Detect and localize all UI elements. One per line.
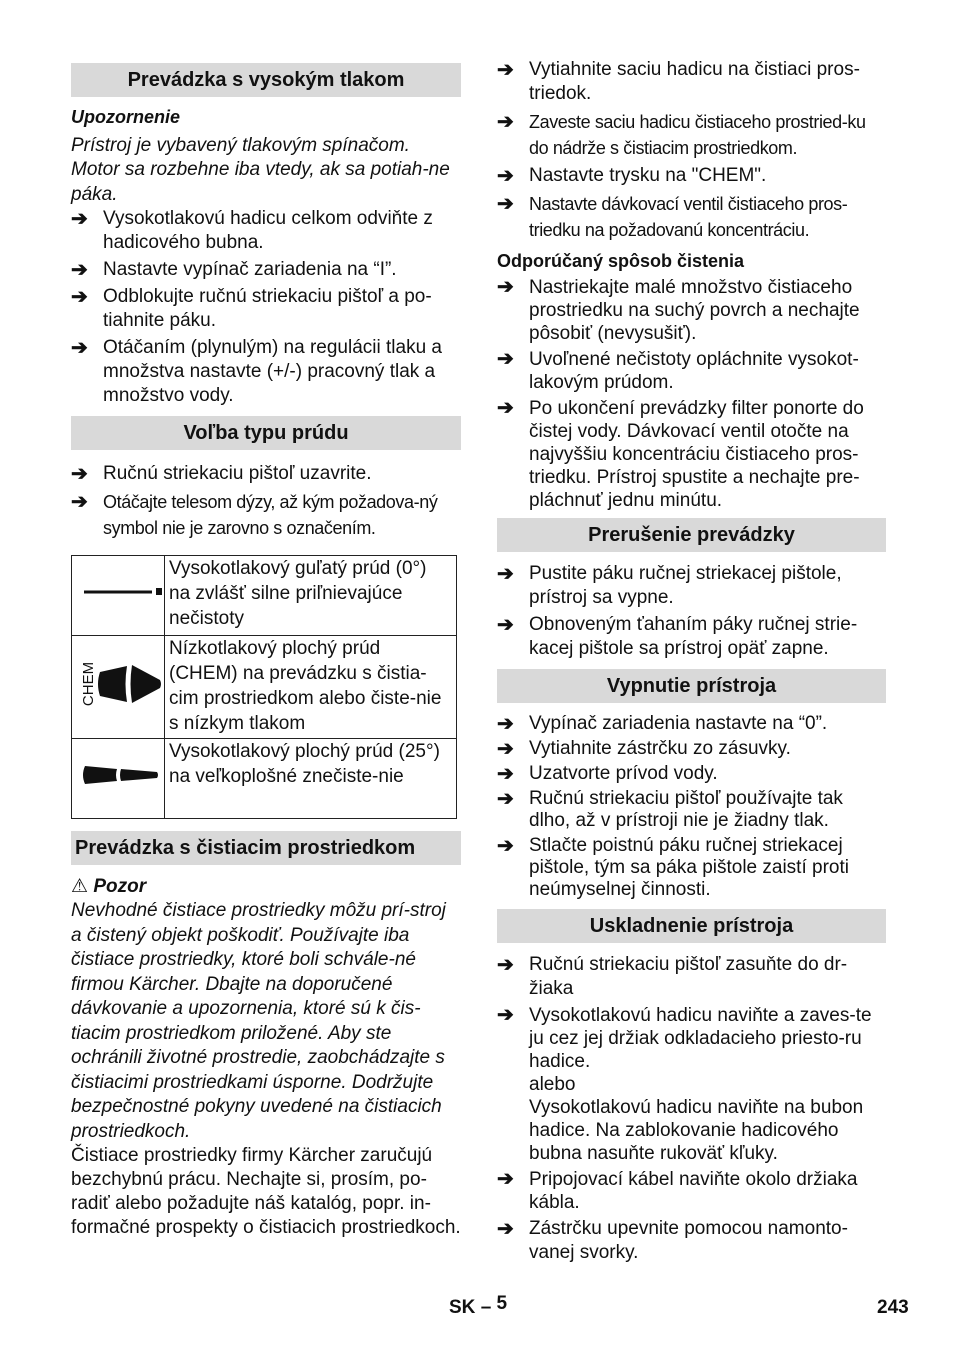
footer-dash: – bbox=[480, 1297, 492, 1318]
table-row bbox=[72, 739, 457, 819]
note-label: Upozornenie bbox=[71, 107, 181, 127]
list-item: ➔ Uzatvorte prívod vody. bbox=[497, 763, 718, 785]
arrow-icon: ➔ bbox=[497, 1218, 514, 1240]
left-column bbox=[71, 63, 461, 1240]
list-item: ➔ Zástrčku upevnite pomocou namonto-vanej svorky. bbox=[497, 1218, 848, 1263]
arrow-icon: ➔ bbox=[497, 738, 514, 760]
table-cell: Vysokotlakový guľatý prúd (0°) na zvlášť silne priľnievajúce nečistoty bbox=[165, 556, 457, 636]
section-title-detergent: Prevádzka s čistiacim prostriedkom bbox=[71, 831, 461, 865]
list-item: ➔ Odblokujte ručnú striekaciu pištoľ a po-tiahnite páku. bbox=[71, 286, 432, 331]
list-item: ➔ Otáčaním (plynulým) na regulácii tlaku a množstva nastavte (+/-) pracovný tlak a množstvo vody. bbox=[71, 337, 442, 406]
list-item: ➔ Pripojovací kábel naviňte okolo držiaka kábla. bbox=[497, 1168, 858, 1213]
language-code: SK bbox=[449, 1297, 476, 1318]
list-item: ➔ Nastavte dávkovací ventil čistiaceho pros-triedku na požadovanú koncentráciu. bbox=[497, 193, 848, 240]
arrow-icon: ➔ bbox=[497, 954, 514, 976]
list-item: ➔ Pustite páku ručnej striekacej pištole, prístroj sa vypne. bbox=[497, 563, 842, 608]
storage-steps bbox=[497, 953, 886, 1265]
arrow-icon: ➔ bbox=[497, 276, 514, 298]
warning-icon: ⚠ bbox=[71, 876, 89, 897]
arrow-icon: ➔ bbox=[71, 491, 88, 513]
arrow-icon: ➔ bbox=[497, 614, 514, 636]
alternative-text: Vysokotlakovú hadicu naviňte na bubon hadice. Na zablokovanie hadicového bubna nasuňte rukoväť kľuky. bbox=[529, 1097, 864, 1164]
svg-text:CHEM: CHEM bbox=[80, 661, 97, 706]
high-pressure-steps bbox=[71, 207, 461, 408]
warning-text: Nevhodné čistiace prostriedky môžu prí-stroj a čistený objekt poškodiť. Používajte iba čistiace prostriedky, ktoré boli schvále-né firmou Kärcher. Dbajte na doporučené dávkovanie a upozornenia, ktoré sú k čis-tiacim prostriedkom priložené. Aby ste ochránili životné prostredie, zaobchádzajte s čistiacimi prostriedkami úsporne. Dodržujte bezpečnostné pokyny uvedené na čistiacich prostriedkoch. bbox=[71, 900, 446, 1142]
list-item: ➔ Otáčajte telesom dýzy, až kým požadova-ný symbol nie je zarovno s označením. bbox=[71, 491, 438, 538]
recommended-steps bbox=[497, 276, 886, 512]
arrow-icon: ➔ bbox=[497, 59, 514, 81]
arrow-icon: ➔ bbox=[497, 713, 514, 735]
arrow-icon: ➔ bbox=[497, 193, 514, 215]
table-cell: Vysokotlakový plochý prúd (25°) na veľkoplošné znečiste-nie bbox=[165, 739, 457, 819]
note-text: Prístroj je vybavený tlakovým spínačom. Motor sa rozbehne iba vtedy, ak sa potiah-ne páka. bbox=[71, 134, 450, 205]
detergent-info-text: Čistiace prostriedky firmy Kärcher zaručujú bezchybnú prácu. Nechajte si, prosím, po-radiť alebo požadujte náš katalóg, popr. in-formačné prospekty o čistiacich prostriedkoch. bbox=[71, 1145, 461, 1238]
arrow-icon: ➔ bbox=[71, 337, 88, 359]
arrow-icon: ➔ bbox=[497, 835, 514, 857]
section-title-interrupt: Prerušenie prevádzky bbox=[497, 518, 886, 552]
arrow-icon: ➔ bbox=[497, 348, 514, 370]
chem-flat-jet-icon bbox=[72, 636, 165, 739]
list-item: ➔ Nastavte trysku na "CHEM". bbox=[497, 165, 767, 187]
warning-label: ⚠ Pozor bbox=[71, 876, 147, 897]
list-item: ➔ Zaveste saciu hadicu čistiaceho prostried-ku do nádrže s čistiacim prostriedkom. bbox=[497, 111, 866, 158]
list-item: ➔ Po ukončení prevádzky filter ponorte do čistej vody. Dávkovací ventil otočte na najvyššiu koncentráciu čistiaceho pros-triedku. Prístroj spustite a nechajte pre-pláchnuť jednu minútu. bbox=[497, 397, 864, 511]
arrow-icon: ➔ bbox=[71, 463, 88, 485]
section-title-switch-off: Vypnutie prístroja bbox=[497, 669, 886, 703]
arrow-icon: ➔ bbox=[497, 1004, 514, 1026]
arrow-icon: ➔ bbox=[497, 111, 514, 133]
section-title-jet-type: Voľba typu prúdu bbox=[71, 416, 461, 450]
list-item: ➔ Vytiahnite saciu hadicu na čistiaci pros-triedok. bbox=[497, 59, 860, 104]
flat-jet-icon bbox=[72, 739, 165, 819]
arrow-icon: ➔ bbox=[497, 165, 514, 187]
list-item: ➔ Obnoveným ťahaním páky ručnej strie-kacej pištole sa prístroj opäť zapne. bbox=[497, 614, 858, 659]
list-item: ➔ Uvoľnené nečistoty opláchnite vysokot-lakovým prúdom. bbox=[497, 348, 859, 393]
list-item: ➔ Stlačte poistnú páku ručnej striekacej pištole, tým sa páka pištole zaistí proti neúmyselnej činnosti. bbox=[497, 835, 849, 900]
section-title-storage: Uskladnenie prístroja bbox=[497, 909, 886, 943]
section-title-high-pressure: Prevádzka s vysokým tlakom bbox=[71, 63, 461, 97]
arrow-icon: ➔ bbox=[497, 563, 514, 585]
arrow-icon: ➔ bbox=[71, 259, 88, 281]
list-item: ➔ Vysokotlakovú hadicu naviňte a zaves-te ju cez jej držiak odkladacieho priesto-ru hadice. alebo Vysokotlakovú hadicu naviňte na bubon hadice. Na zablokovanie hadicového bubna nasuňte rukoväť kľuky. bbox=[497, 1004, 886, 1165]
table-row bbox=[72, 636, 457, 739]
list-item: ➔ Nastavte vypínač zariadenia na “I”. bbox=[71, 259, 397, 281]
list-item: ➔ Ručnú striekaciu pištoľ zasuňte do dr-žiaka bbox=[497, 954, 848, 999]
arrow-icon: ➔ bbox=[497, 397, 514, 419]
arrow-icon: ➔ bbox=[71, 208, 88, 230]
arrow-icon: ➔ bbox=[497, 763, 514, 785]
recommended-method-title: Odporúčaný spôsob čistenia bbox=[497, 251, 745, 271]
list-item: ➔ Ručnú striekaciu pištoľ uzavrite. bbox=[71, 463, 372, 485]
switch-off-steps bbox=[497, 713, 886, 901]
jet-type-steps bbox=[71, 462, 461, 541]
table-row bbox=[72, 556, 457, 636]
right-column bbox=[497, 58, 886, 1268]
local-page-number: 5 bbox=[496, 1293, 508, 1314]
page-number: 243 bbox=[877, 1297, 909, 1318]
list-item: ➔ Ručnú striekaciu pištoľ používajte tak dlho, až v prístroji nie je žiadny tlak. bbox=[497, 788, 843, 831]
arrow-icon: ➔ bbox=[497, 1168, 514, 1190]
alternative-label: alebo bbox=[529, 1074, 576, 1095]
detergent-steps bbox=[497, 58, 886, 243]
interrupt-steps bbox=[497, 562, 886, 661]
point-jet-icon bbox=[72, 556, 165, 636]
table-cell: Nízkotlakový plochý prúd (CHEM) na prevádzku s čistia-cim prostriedkom alebo čiste-nie s nízkym tlakom bbox=[165, 636, 457, 739]
arrow-icon: ➔ bbox=[71, 286, 88, 308]
page-footer-local bbox=[449, 1293, 508, 1319]
jet-type-table bbox=[71, 555, 457, 819]
arrow-icon: ➔ bbox=[497, 788, 514, 810]
list-item: ➔ Vysokotlakovú hadicu celkom odviňte z hadicového bubna. bbox=[71, 208, 433, 253]
list-item: ➔ Vytiahnite zástrčku zo zásuvky. bbox=[497, 738, 791, 760]
list-item: ➔ Vypínač zariadenia nastavte na “0”. bbox=[497, 713, 828, 735]
list-item: ➔ Nastriekajte malé množstvo čistiaceho prostriedku na suchý povrch a nechajte pôsobiť (nevysušiť). bbox=[497, 276, 860, 344]
